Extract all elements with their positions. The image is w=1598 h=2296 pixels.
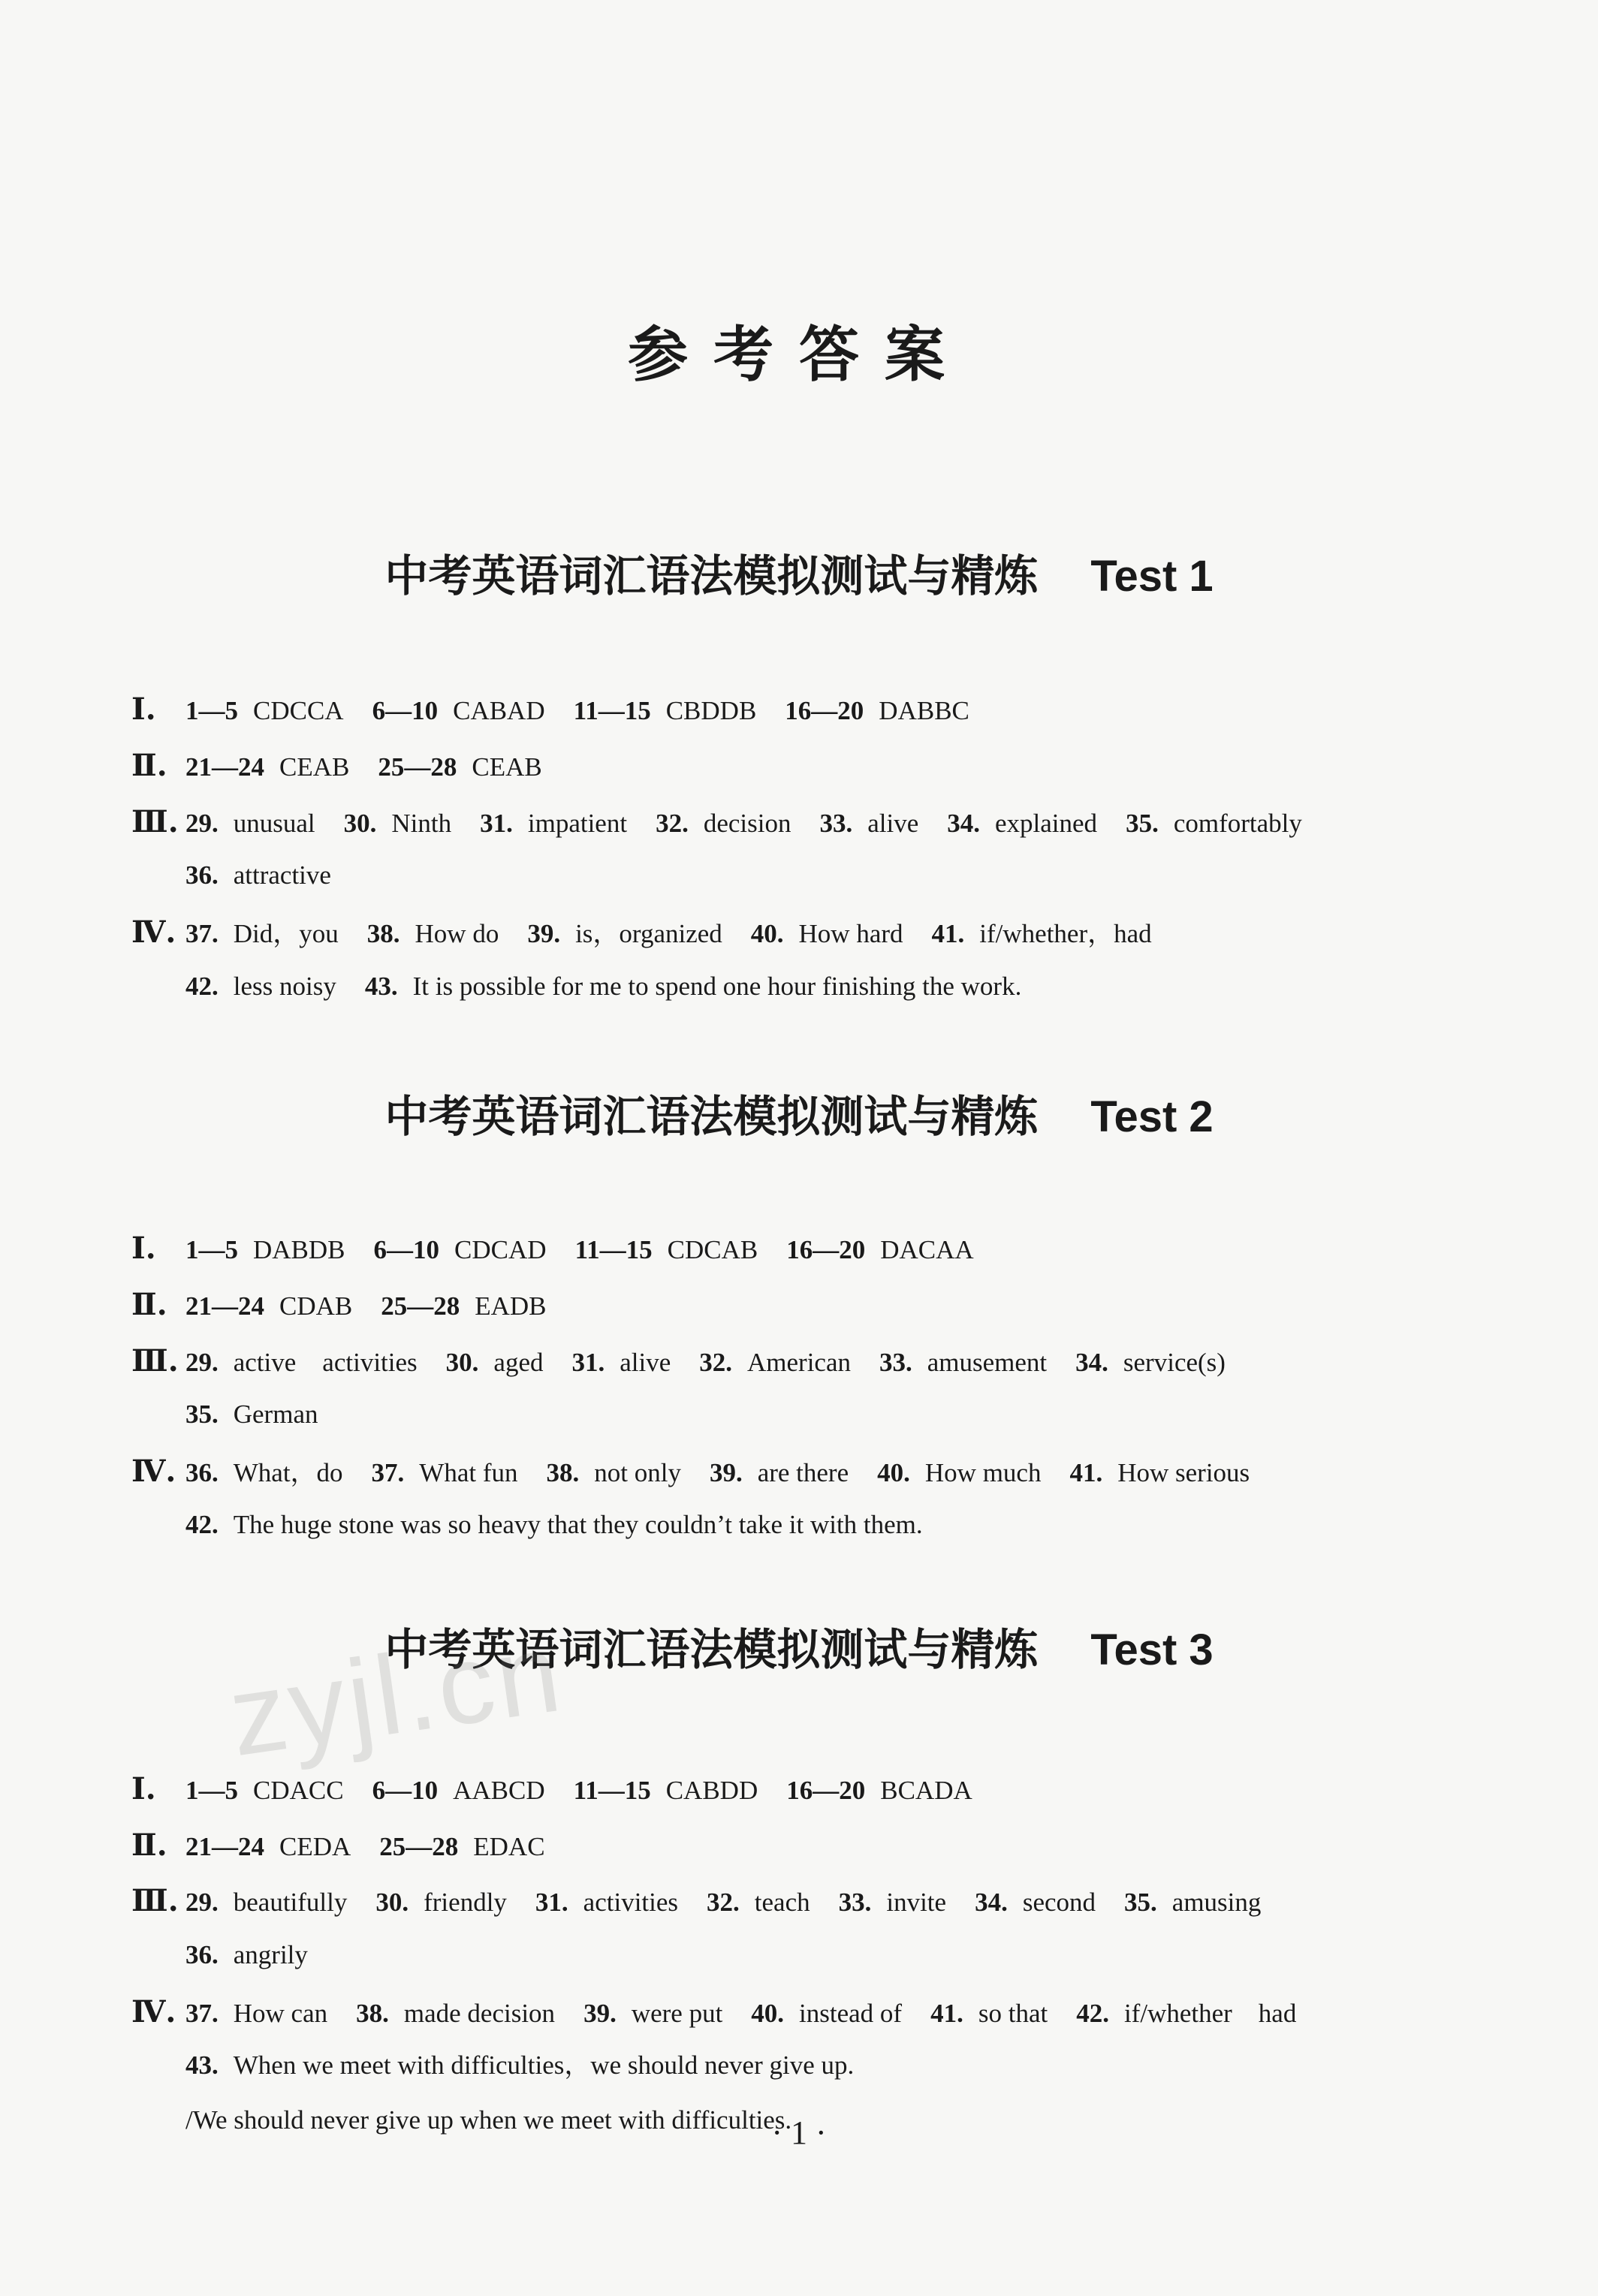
question-number: 1—5: [185, 1776, 238, 1805]
answer-text: active activities: [233, 1348, 418, 1377]
answer-text: CDCAD: [454, 1235, 547, 1264]
section-title-text: 中考英语词汇语法模拟测试与精炼: [384, 550, 1039, 601]
answer-text: alive: [867, 809, 919, 838]
answer-line: [131, 1231, 1003, 1266]
answer-text: DACAA: [880, 1235, 974, 1264]
question-number: 37.: [185, 1999, 219, 2028]
question-number: 39.: [583, 1999, 617, 2028]
question-number: 36.: [185, 860, 219, 890]
roman-numeral: Ⅱ.: [131, 1827, 167, 1863]
question-number: 30.: [445, 1348, 479, 1377]
question-number: 33.: [879, 1348, 912, 1377]
answer-line: [131, 692, 998, 727]
page-title: 参考答案: [628, 319, 970, 390]
watermark: zyjl.cn: [222, 1608, 571, 1780]
question-number: 40.: [751, 1999, 785, 2028]
answer-text: BCADA: [880, 1776, 972, 1805]
roman-numeral: Ⅰ.: [131, 692, 156, 727]
page-number: · 1 ·: [771, 2114, 827, 2151]
answer-text: impatient: [527, 809, 628, 838]
question-number: 42.: [185, 1510, 219, 1539]
answer-line: [131, 973, 1050, 999]
section-title-text: 中考英语词汇语法模拟测试与精炼: [384, 1624, 1039, 1675]
answer-text: CDCAB: [667, 1235, 758, 1264]
question-number: 38.: [356, 1999, 389, 2028]
answer-line: [131, 914, 1180, 950]
answer-text: How much: [924, 1458, 1042, 1487]
test-label: Test 2: [1090, 1092, 1214, 1141]
question-number: 38.: [546, 1458, 580, 1487]
answer-text: German: [233, 1400, 318, 1429]
answer-line: [131, 1771, 1001, 1806]
question-number: 41.: [1069, 1458, 1103, 1487]
question-number: 43.: [364, 972, 398, 1001]
roman-numeral: Ⅱ.: [131, 1287, 167, 1322]
roman-numeral: Ⅳ.: [131, 1994, 176, 2029]
answer-text: is，organized: [575, 919, 722, 948]
answer-line: [131, 1287, 575, 1322]
question-number: 40.: [877, 1458, 910, 1487]
answer-text: less noisy: [233, 972, 336, 1001]
answer-text: DABDB: [253, 1235, 345, 1264]
question-number: 11—15: [574, 1235, 653, 1264]
section-title-text: 中考英语词汇语法模拟测试与精炼: [384, 1091, 1039, 1142]
question-number: 35.: [1126, 809, 1159, 838]
test-label: Test 1: [1090, 552, 1214, 601]
question-number: 1—5: [185, 696, 238, 725]
roman-numeral: Ⅳ.: [131, 1454, 176, 1489]
answer-text: amusement: [927, 1348, 1048, 1377]
question-number: 16—20: [785, 696, 864, 725]
roman-numeral: Ⅲ.: [131, 804, 179, 839]
question-number: 30.: [375, 1888, 409, 1917]
question-number: 6—10: [373, 1235, 440, 1264]
answer-text: invite: [886, 1888, 947, 1917]
answer-text: It is possible for me to spend one hour finishing the work.: [412, 972, 1022, 1001]
answer-text: CBDDB: [665, 696, 757, 725]
question-number: 41.: [930, 1999, 963, 2028]
question-number: 31.: [480, 809, 513, 838]
roman-numeral: Ⅲ.: [131, 1883, 179, 1918]
answer-text: CDACC: [253, 1776, 344, 1805]
question-number: 36.: [185, 1940, 219, 1969]
question-number: 37.: [185, 919, 219, 948]
question-number: 25—28: [379, 1832, 459, 1861]
question-number: 11—15: [573, 696, 651, 725]
question-number: 25—28: [378, 752, 457, 782]
question-number: 36.: [185, 1458, 219, 1487]
answer-line: [131, 1883, 1289, 1918]
answer-text: /We should never give up when we meet with difficulties.: [185, 2105, 792, 2135]
answer-text: What fun: [419, 1458, 518, 1487]
roman-numeral: Ⅲ.: [131, 1343, 179, 1379]
question-number: 33.: [819, 809, 853, 838]
question-number: 35.: [1124, 1888, 1157, 1917]
question-number: 43.: [185, 2050, 219, 2080]
question-number: 39.: [527, 919, 561, 948]
answer-text: CEAB: [472, 752, 542, 782]
question-number: 39.: [709, 1458, 743, 1487]
roman-numeral: Ⅱ.: [131, 748, 167, 783]
answer-text: decision: [703, 809, 791, 838]
question-number: 34.: [1075, 1348, 1108, 1377]
answer-text: if/whether，had: [979, 919, 1152, 948]
roman-numeral: Ⅰ.: [131, 1771, 156, 1806]
answer-text: second: [1022, 1888, 1096, 1917]
question-number: 21—24: [185, 752, 264, 782]
answer-text: angrily: [233, 1940, 308, 1969]
answer-line: [131, 1827, 574, 1863]
question-number: 42.: [1076, 1999, 1109, 2028]
answer-text: attractive: [233, 860, 331, 890]
answer-line: [131, 1343, 1254, 1379]
section-title-test1: [0, 541, 1598, 604]
answer-text: made decision: [403, 1999, 556, 2028]
answer-text: CABDD: [665, 1776, 758, 1805]
question-number: 32.: [656, 809, 689, 838]
answer-text: instead of: [799, 1999, 903, 2028]
answer-text: How hard: [798, 919, 903, 948]
answer-text: so that: [978, 1999, 1048, 2028]
answer-text: How do: [415, 919, 499, 948]
answer-text: When we meet with difficulties，we should never give up.: [233, 2050, 855, 2080]
answer-text: if/whether had: [1123, 1999, 1297, 2028]
answer-text: aged: [493, 1348, 544, 1377]
question-number: 29.: [185, 1348, 219, 1377]
answer-text: CDCCA: [253, 696, 344, 725]
answer-text: unusual: [233, 809, 315, 838]
question-number: 41.: [931, 919, 965, 948]
question-number: 37.: [371, 1458, 405, 1487]
answer-line: [131, 1942, 336, 1968]
answer-text: Ninth: [391, 809, 452, 838]
question-number: 21—24: [185, 1832, 264, 1861]
question-number: 32.: [699, 1348, 733, 1377]
answer-text: comfortably: [1173, 809, 1302, 838]
answer-line: [131, 862, 360, 888]
question-number: 29.: [185, 809, 219, 838]
answer-text: EDAC: [473, 1832, 545, 1861]
answer-text: CEAB: [279, 752, 350, 782]
question-number: 6—10: [372, 1776, 439, 1805]
question-number: 30.: [343, 809, 377, 838]
question-number: 1—5: [185, 1235, 238, 1264]
answer-text: What，do: [233, 1458, 343, 1487]
answer-text: How can: [233, 1999, 328, 2028]
answer-line: [131, 748, 571, 783]
question-number: 35.: [185, 1400, 219, 1429]
answer-text: The huge stone was so heavy that they couldn’t take it with them.: [233, 1510, 923, 1539]
answer-line: [131, 1994, 1325, 2029]
answer-text: amusing: [1171, 1888, 1262, 1917]
answer-text: beautifully: [233, 1888, 348, 1917]
answer-text: EADB: [475, 1291, 547, 1321]
question-number: 11—15: [573, 1776, 651, 1805]
answer-text: alive: [620, 1348, 671, 1377]
answer-text: Did，you: [233, 919, 339, 948]
test-label: Test 3: [1090, 1626, 1214, 1674]
answer-text: CABAD: [453, 696, 545, 725]
question-number: 32.: [707, 1888, 740, 1917]
answer-text: American: [747, 1348, 851, 1377]
answer-text: DABBC: [879, 696, 969, 725]
roman-numeral: Ⅰ.: [131, 1231, 156, 1266]
answer-line: [131, 2052, 882, 2078]
answer-text: activities: [583, 1888, 679, 1917]
question-number: 16—20: [786, 1235, 866, 1264]
answer-text: AABCD: [453, 1776, 545, 1805]
roman-numeral: Ⅳ.: [131, 914, 176, 950]
answer-line: [131, 1401, 346, 1427]
section-title-test2: [0, 1081, 1598, 1144]
answer-text: How serious: [1117, 1458, 1250, 1487]
answer-text: CDAB: [279, 1291, 353, 1321]
answer-text: teach: [754, 1888, 810, 1917]
answer-line: [131, 1454, 1278, 1489]
question-number: 38.: [366, 919, 400, 948]
question-number: 16—20: [786, 1776, 866, 1805]
question-number: 40.: [750, 919, 784, 948]
answer-text: explained: [995, 809, 1098, 838]
question-number: 31.: [571, 1348, 605, 1377]
question-number: 21—24: [185, 1291, 264, 1321]
answer-text: CEDA: [279, 1832, 351, 1861]
question-number: 25—28: [381, 1291, 460, 1321]
answer-text: were put: [631, 1999, 723, 2028]
answer-line: [131, 1511, 951, 1538]
question-number: 34.: [947, 809, 980, 838]
question-number: 29.: [185, 1888, 219, 1917]
answer-text: not only: [594, 1458, 681, 1487]
answer-text: friendly: [424, 1888, 507, 1917]
question-number: 31.: [535, 1888, 568, 1917]
question-number: 34.: [975, 1888, 1008, 1917]
answer-text: are there: [757, 1458, 849, 1487]
question-number: 42.: [185, 972, 219, 1001]
answer-text: service(s): [1123, 1348, 1226, 1377]
question-number: 33.: [838, 1888, 872, 1917]
question-number: 6—10: [372, 696, 439, 725]
answer-line: [131, 804, 1331, 839]
